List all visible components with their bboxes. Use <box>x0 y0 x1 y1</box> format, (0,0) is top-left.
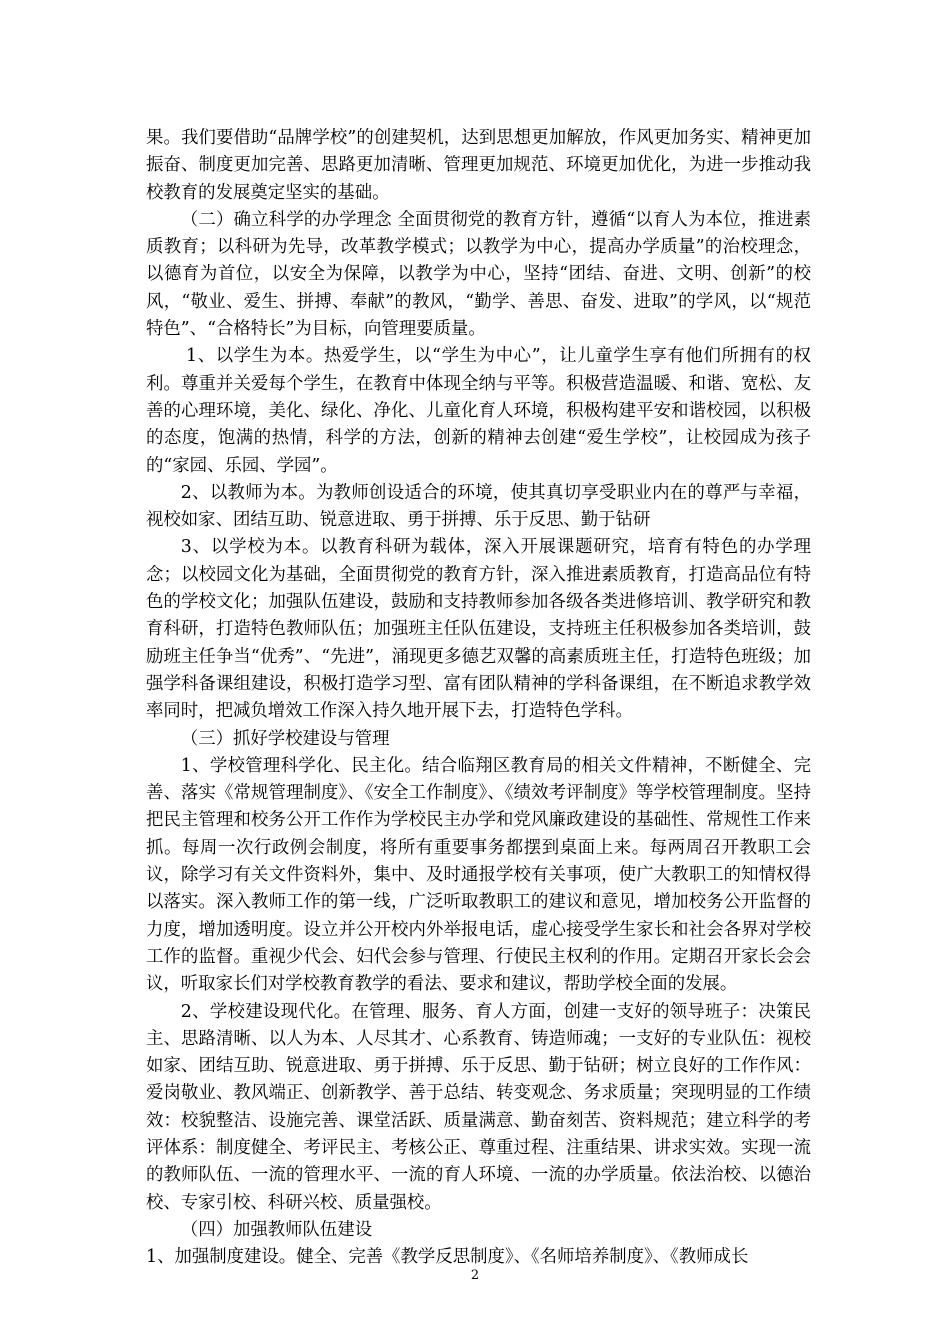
paragraph-system-building: 1、加强制度建设。健全、完善《教学反思制度》、《名师培养制度》、《教师成长 <box>146 1247 749 1268</box>
section-heading-4: （四）加强教师队伍建设 <box>180 1219 373 1240</box>
document-body <box>146 125 811 1271</box>
paragraph-modernization: 2、学校建设现代化。在管理、服务、育人方面，创建一支好的领导班子：决策民主、思路清晰、以人为本、人尽其才、心系教育、铸造师魂；一支好的专业队伍：视校如家、团结互助、锐意进取、勇于拼搏、乐于反思、勤于钻研；树立良好的工作作风：爱岗敬业、教风端正、创新教学、善于总结、转变观念、务求质量；突现明显的工作绩效：校貌整洁、设施完善、课堂活跃、质量满意、勤奋刻苦、资料规范；建立科学的考评体系：制度健全、考评民主、考核公正、尊重过程、注重结果、讲求实效。实现一流的教师队伍、一流的管理水平、一流的育人环境、一流的办学质量。依法治校、以德治校、专家引校、科研兴校、质量强校。 <box>146 1001 811 1213</box>
paragraph-continuation: 果。我们要借助“品牌学校”的创建契机，达到思想更加解放，作风更加务实、精神更加振奋、制度更加完善、思路更加清晰、管理更加规范、环境更加优化，为进一步推动我校教育的发展奠定坚实的基础。 <box>146 128 811 203</box>
paragraph-student-centered: 1、以学生为本。热爱学生，以“学生为中心”，让儿童学生享有他们所拥有的权利。尊重并关爱每个学生，在教育中体现全纳与平等。积极营造温暖、和谐、宽松、友善的心理环境，美化、绿化、净化、儿童化育人环境，积极构建平安和谐校园，以积极的态度，饱满的热情，科学的方法，创新的精神去创建“爱生学校”，让校园成为孩子的“家园、乐园、学园”。 <box>146 346 811 476</box>
page-number: 2 <box>470 1268 480 1283</box>
paragraph-management: 1、学校管理科学化、民主化。结合临翔区教育局的相关文件精神，不断健全、完善、落实《常规管理制度》、《安全工作制度》、《绩效考评制度》等学校管理制度。坚持把民主管理和校务公开工作作为学校民主办学和党风廉政建设的基础性、常规性工作来抓。每周一次行政例会制度，将所有重要事务都摆到桌面上来。每两周召开教职工会议，除学习有关文件资料外，集中、及时通报学校有关事项，使广大教职工的知情权得以落实。深入教师工作的第一线，广泛听取教职工的建议和意见，增加校务公开监督的力度，增加透明度。设立并公开校内外举报电话，虚心接受学生家长和社会各界对学校工作的监督。重视少代会、妇代会参与管理、行使民主权利的作用。定期召开家长会会议，听取家长们对学校教育教学的看法、要求和建议，帮助学校全面的发展。 <box>146 755 811 995</box>
section-heading-3: （三）抓好学校建设与管理 <box>180 728 390 749</box>
paragraph-school-centered: 3、以学校为本。以教育科研为载体，深入开展课题研究，培育有特色的办学理念；以校园文化为基础，全面贯彻党的教育方针，深入推进素质教育，打造高品位有特色的学校文化；加强队伍建设，鼓励和支持教师参加各级各类进修培训、教学研究和教育科研，打造特色教师队伍；加强班主任队伍建设，支持班主任积极参加各类培训，鼓励班主任争当“优秀”、“先进”，涌现更多德艺双馨的高素质班主任，打造特色班级；加强学科备课组建设，积极打造学习型、富有团队精神的学科备课组，在不断追求教学效率同时，把减负增效工作深入持久地开展下去，打造特色学科。 <box>146 537 811 722</box>
paragraph-section-2-heading: （二）确立科学的办学理念 全面贯彻党的教育方针，遵循“以育人为本位，推进素质教育；以科研为先导，改革教学模式；以教学为中心，提高办学质量”的治校理念，以德育为首位，以安全为保障，以教学为中心，坚持“团结、奋进、文明、创新”的校风，“敬业、爱生、拼搏、奉献”的教风，“勤学、善思、奋发、进取”的学风，以“规范特色”、“合格特长”为目标，向管理要质量。 <box>146 209 811 340</box>
paragraph-teacher-centered: 2、以教师为本。为教师创设适合的环境，使其真切享受职业内在的尊严与幸福，视校如家、团结互助、锐意进取、勇于拼搏、乐于反思、勤于钻研 <box>146 482 811 531</box>
